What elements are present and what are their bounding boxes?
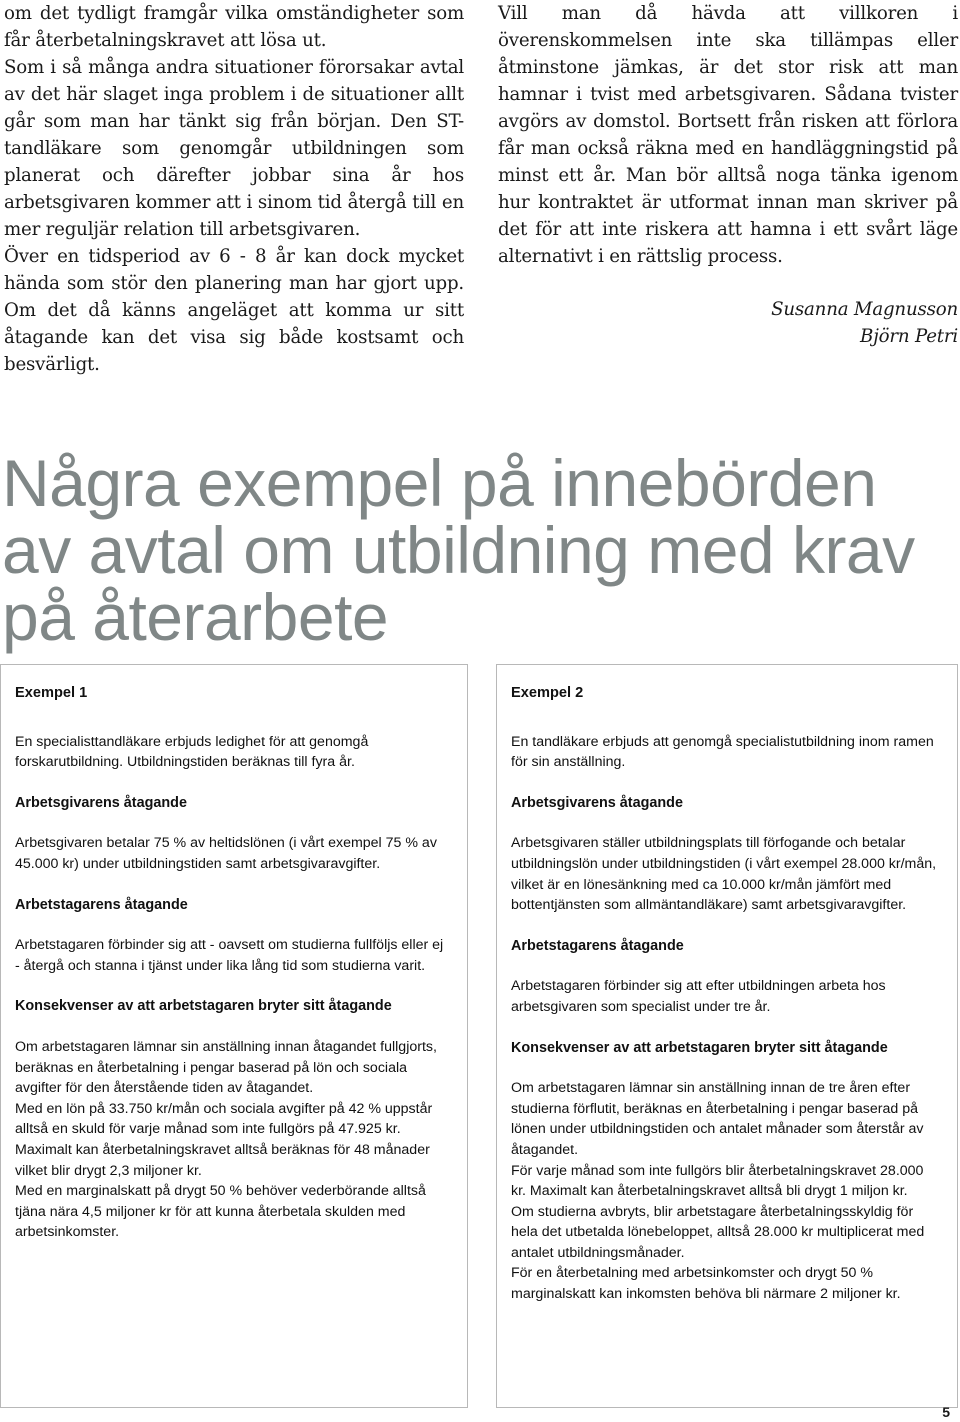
right-text-column <box>498 0 958 350</box>
paragraph: Över en tidsperiod av 6 - 8 år kan dock mycket hända som stör den planering man har gjort upp. Om det då känns angeläget att komma ur sitt åtagande kan det visa sig både kostsamt och besvärligt. <box>4 246 464 375</box>
example-intro: En specialisttandläkare erbjuds ledighet för att genomgå forskarutbildning. Utbildningstiden beräknas till fyra år. <box>15 733 369 771</box>
example-1-box <box>0 664 468 1408</box>
author-signature: Björn Petri <box>860 326 958 347</box>
consequences-heading: Konsekvenser av att arbetstagaren bryter sitt åtagande <box>511 1039 888 1056</box>
consequences-text: Om arbetstagaren lämnar sin anställning innan åtagandet fullgjorts, beräknas en återbetalning i pengar baserad på lön och sociala avgifter för den återstående tiden av åtagandet. Med en lön på 33.750 kr/mån och sociala avgifter på 42 % uppstår alltså en skuld för varje månad som inte fullgörs på 47.925 kr. Maximalt kan återbetalningskravet alltså beräknas för 48 månader vilket blir drygt 2,3 miljoner kr. Med en marginalskatt på drygt 50 % behöver vederbörande alltså tjäna nära 4,5 miljoner kr för att kunna återbetala skulden med arbetsinkomster. <box>15 1038 437 1241</box>
page-number: 5 <box>942 1404 950 1420</box>
paragraph: Som i så många andra situationer förorsakar avtal av det här slaget inga problem i de situationer allt går som man har tänkt sig från början. Den ST-tandläkare som genomgår utbildningen som planerat och därefter jobbar sina år hos arbetsgivaren kommer att i sinom tid återgå till en mer reguljär relation till arbetsgivaren. <box>4 57 464 240</box>
employee-heading: Arbetstagarens åtagande <box>15 896 188 913</box>
employer-heading: Arbetsgivarens åtagande <box>511 794 683 811</box>
example-intro: En tandläkare erbjuds att genomgå specialistutbildning inom ramen för sin anställning. <box>511 733 934 771</box>
example-title: Exempel 2 <box>511 685 584 701</box>
consequences-text: Om arbetstagaren lämnar sin anställning innan de tre åren efter studierna förflutit, beräknas en återbetalning i pengar baserad på lönen under utbildningstiden och antalet månader som återstår av åtagandet. För varje månad som inte fullgörs blir återbetalningskravet 28.000 kr. Maximalt kan återbetalningskravet alltså bli drygt 1 miljon kr. Om studierna avbryts, blir arbetstagare återbetalningsskyldig för hela det utbetalda lönebeloppet, alltså 28.000 kr multiplicerat med antalet utbildningsmånader. För en återbetalning med arbetsinkomster och drygt 50 % marginalskatt kan inkomsten behöva bli närmare 2 miljoner kr. <box>511 1080 925 1303</box>
employee-text: Arbetstagaren förbinder sig att efter utbildningen arbeta hos arbetsgivaren som specialist under tre år. <box>511 978 886 1015</box>
author-signature: Susanna Magnusson <box>771 299 958 320</box>
example-2-box <box>496 664 958 1408</box>
paragraph: om det tydligt framgår vilka omständigheter som får återbetalningskravet att lösa ut. <box>4 3 464 51</box>
employer-heading: Arbetsgivarens åtagande <box>15 794 187 811</box>
example-title: Exempel 1 <box>15 685 88 701</box>
paragraph: Vill man då hävda att villkoren i överenskommelsen inte ska tillämpas eller åtminstone jämkas, är det stor risk att man hamnar i tvist med arbetsgivaren. Sådana tvister avgörs av domstol. Bortsett från risken att förlora får man också räkna med en handläggningstid på minst ett år. Man bör alltså noga tänka igenom hur kontraktet är utformat innan man skriver på det för att inte riskera att hamna i ett svårt läge alternativt i en rättslig process. <box>498 3 958 267</box>
employee-heading: Arbetstagarens åtagande <box>511 937 684 954</box>
employee-text: Arbetstagaren förbinder sig att - oavsett om studierna fullföljs eller ej - återgå och stanna i tjänst under lika lång tid som studierna varit. <box>15 937 444 974</box>
left-text-column <box>4 0 464 378</box>
consequences-heading: Konsekvenser av att arbetstagaren bryter sitt åtagande <box>15 998 392 1015</box>
section-heading: Några exempel på innebörden av avtal om utbildning med krav på återarbete <box>2 446 915 654</box>
employer-text: Arbetsgivaren betalar 75 % av heltidslönen (i vårt exempel 75 % av 45.000 kr) under utbildningstiden samt arbetsgivaravgifter. <box>15 835 437 872</box>
employer-text: Arbetsgivaren ställer utbildningsplats till förfogande och betalar utbildningslön under utbildningstiden (i vårt exempel 28.000 kr/mån, vilket är en lönesänkning med ca 10.000 kr/mån jämfört med bottentjänsten som allmäntandläkare) samt arbetsgivaravgifter. <box>511 835 937 914</box>
